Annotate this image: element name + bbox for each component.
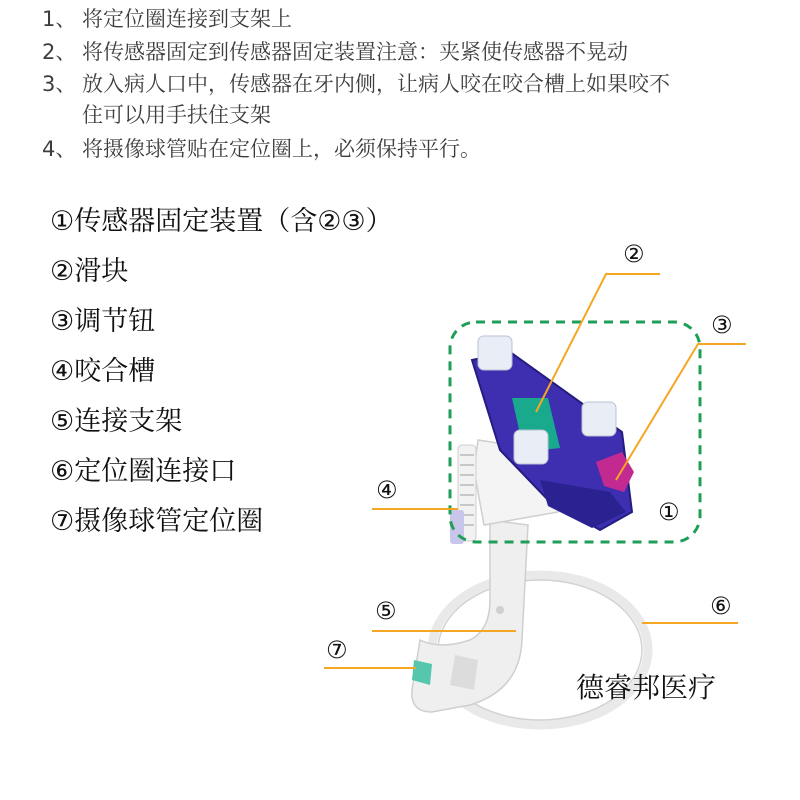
callout-7: ⑦	[326, 636, 348, 664]
callout-3: ③	[711, 311, 733, 339]
legend-item-slider: ②滑块	[50, 256, 129, 287]
legend-item-bite-groove: ④咬合槽	[50, 356, 156, 387]
brand-name: 德睿邦医疗	[576, 671, 717, 704]
step-text: 将摄像球管贴在定位圈上，必须保持平行。	[82, 137, 481, 161]
callout-1: ①	[658, 498, 680, 526]
callout-4: ④	[376, 476, 398, 504]
leader-line-3	[616, 344, 746, 480]
step-text: 将定位圈连接到支架上	[82, 7, 292, 31]
sensor-clip-right	[582, 402, 616, 436]
step-text: 住可以用手扶住支架	[82, 103, 271, 127]
legend-item-adjust-knob: ③调节钮	[50, 306, 156, 337]
step-number: 2、	[42, 40, 77, 64]
sensor-clip-left	[514, 430, 548, 464]
step-text: 将传感器固定到传感器固定装置注意：夹紧使传感器不晃动	[82, 40, 628, 64]
step-number: 4、	[42, 137, 77, 161]
callout-2: ②	[623, 240, 645, 268]
legend-item-connector-arm: ⑤连接支架	[50, 406, 183, 437]
connector-arm-hole	[496, 606, 504, 614]
callout-5: ⑤	[375, 597, 397, 625]
connector-arm-slot	[450, 655, 478, 690]
step-number: 1、	[42, 7, 77, 31]
step-number: 3、	[42, 72, 77, 96]
sensor-clip-top	[478, 336, 512, 370]
bite-groove	[450, 445, 476, 544]
step-text: 放入病人口中，传感器在牙内侧，让病人咬在咬合槽上如果咬不	[82, 72, 670, 96]
callout-6: ⑥	[710, 592, 732, 620]
legend-item-ring-connector: ⑥定位圈连接口	[50, 456, 237, 487]
legend-item-sensor-holder: ①传感器固定装置（含②③）	[50, 206, 393, 237]
legend-item-aiming-ring: ⑦摄像球管定位圈	[50, 506, 264, 537]
